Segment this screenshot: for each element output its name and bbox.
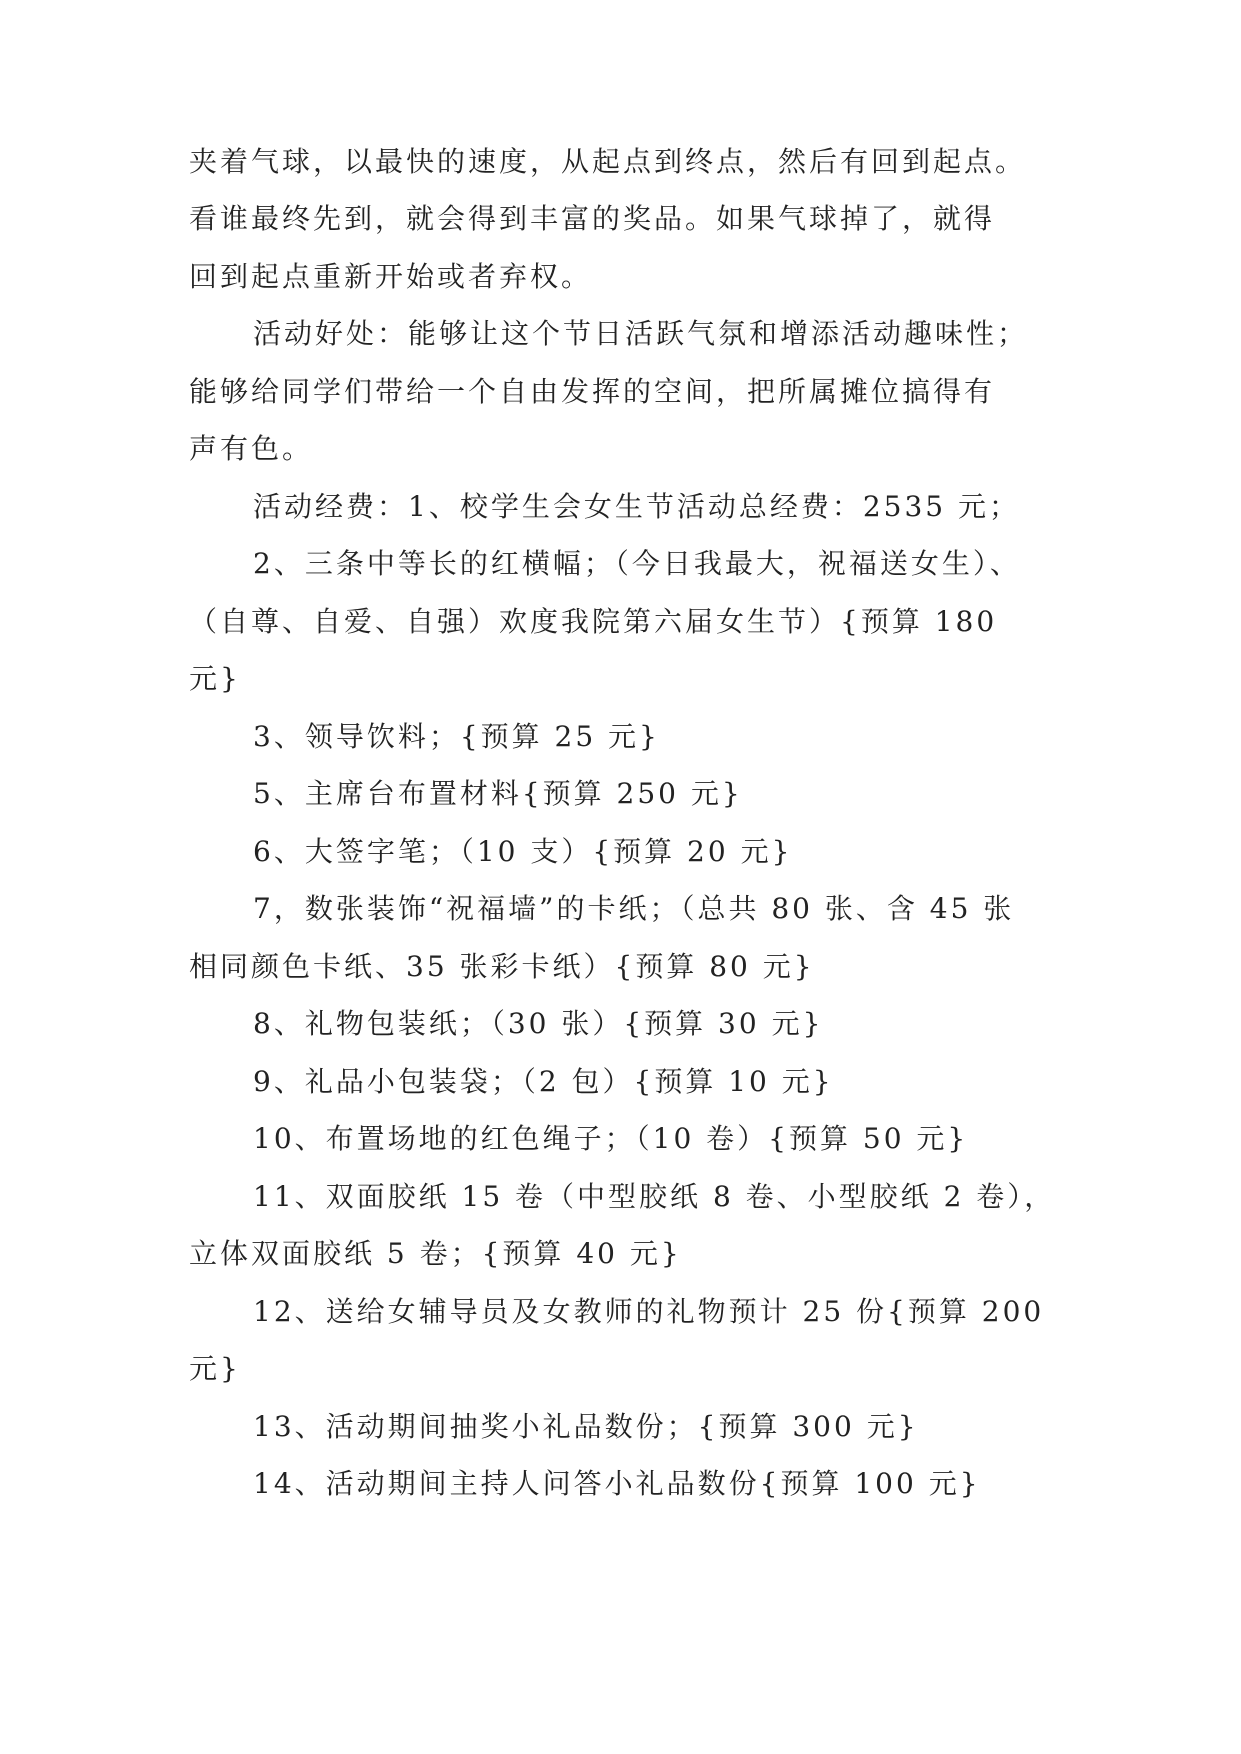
text-line: 活动经费：1、校学生会女生节活动总经费：2535 元； xyxy=(253,490,1020,523)
text-line: 元} xyxy=(189,1352,241,1385)
text-line: 12、送给女辅导员及女教师的礼物预计 25 份{预算 200 xyxy=(253,1295,1045,1328)
text-line: 10、布置场地的红色绳子；（10 卷）{预算 50 元} xyxy=(253,1122,969,1155)
text-line: 相同颜色卡纸、35 张彩卡纸）{预算 80 元} xyxy=(189,950,815,983)
text-line: 7，数张装饰“祝福墙”的卡纸；（总共 80 张、含 45 张 xyxy=(253,892,1015,925)
text-line: 14、活动期间主持人问答小礼品数份{预算 100 元} xyxy=(253,1467,981,1500)
text-line: 看谁最终先到，就会得到丰富的奖品。如果气球掉了，就得 xyxy=(189,202,996,235)
text-line: 9、礼品小包装袋；（2 包）{预算 10 元} xyxy=(253,1065,834,1098)
text-line: 声有色。 xyxy=(189,432,314,465)
text-line: 元} xyxy=(189,662,241,695)
text-line: 回到起点重新开始或者弃权。 xyxy=(189,260,593,293)
text-line: 能够给同学们带给一个自由发挥的空间，把所属摊位搞得有 xyxy=(189,375,996,408)
text-line: 8、礼物包装纸；（30 张）{预算 30 元} xyxy=(253,1007,824,1040)
text-line: 2、三条中等长的红横幅；（今日我最大，祝福送女生）、 xyxy=(253,547,1021,580)
text-line: 5、主席台布置材料{预算 250 元} xyxy=(253,777,743,810)
text-line: 6、大签字笔；（10 支）{预算 20 元} xyxy=(253,835,793,868)
text-line: 3、领导饮料；{预算 25 元} xyxy=(253,720,660,753)
text-line: 夹着气球，以最快的速度，从起点到终点，然后有回到起点。 xyxy=(189,145,1027,178)
text-line: 活动好处：能够让这个节日活跃气氛和增添活动趣味性； xyxy=(253,317,1029,350)
text-line: 11、双面胶纸 15 卷（中型胶纸 8 卷、小型胶纸 2 卷）， xyxy=(253,1180,1056,1213)
text-line: 立体双面胶纸 5 卷；{预算 40 元} xyxy=(189,1237,682,1270)
text-line: 13、活动期间抽奖小礼品数份；{预算 300 元} xyxy=(253,1410,919,1443)
text-line: （自尊、自爱、自强）欢度我院第六届女生节）{预算 180 xyxy=(189,605,998,638)
